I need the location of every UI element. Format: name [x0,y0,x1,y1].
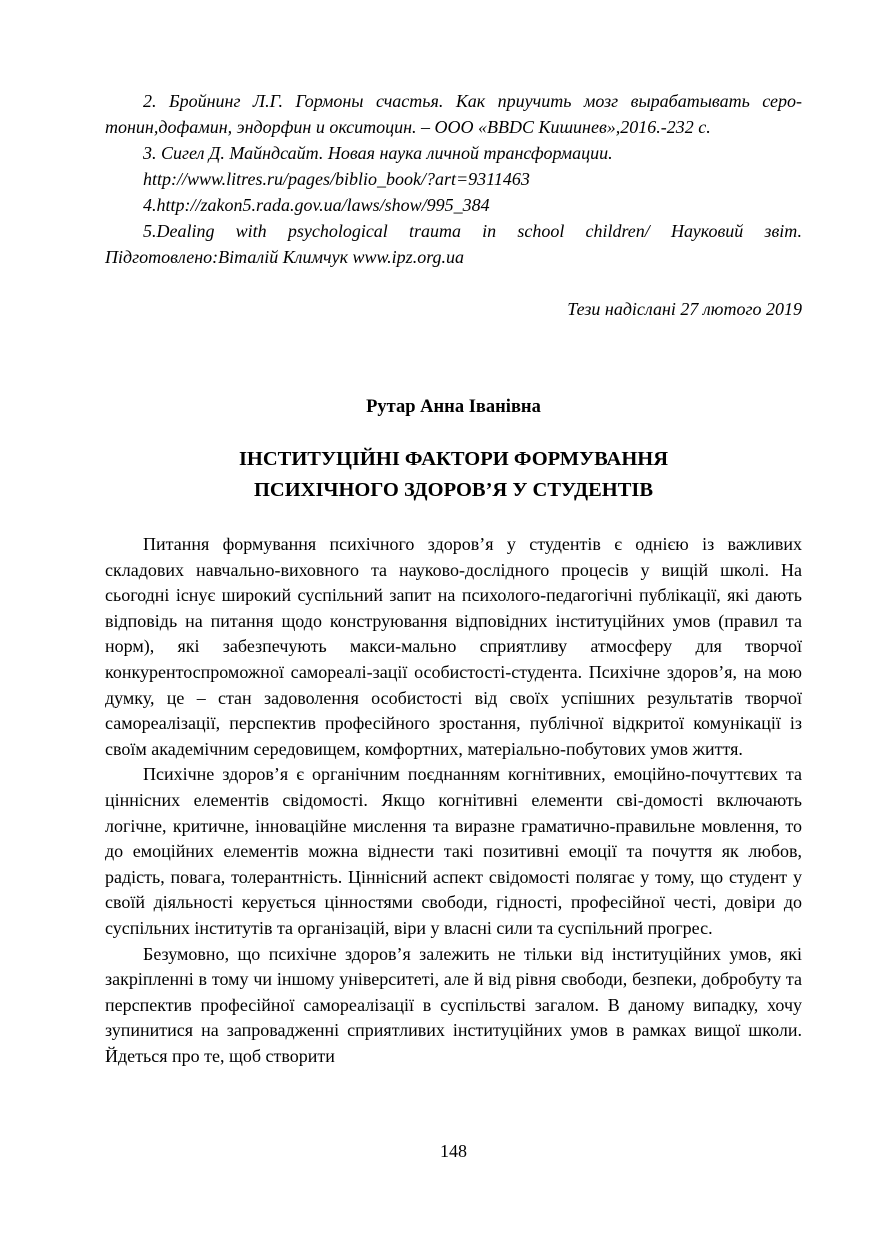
reference-item-4-url: 4.http://zakon5.rada.gov.ua/laws/show/995_384 [143,195,490,215]
article-title-line2: ПСИХІЧНОГО ЗДОРОВ’Я У СТУДЕНТІВ [253,479,654,501]
reference-item-3-url: http://www.litres.ru/pages/biblio_book/?art=9311463 [143,169,530,189]
reference-item-2: 2. Бройнинг Л.Г. Гормоны счастья. Как приучить мозг вырабатывать серо-тонин,дофамин, эндорфин и окситоцин. – ООО «BBDC Кишинев»,2016.-232 с. [105,91,802,137]
body-paragraph-1: Питання формування психічного здоров’я у студентів є однією із важливих складових навчально-виховного та науково-дослідного процесів у вищій школі. На сьогодні існує широкий суспільний запит на психолого-педагогічні публікації, які дають відповідь на питання щодо конструювання відповідних інституційних умов (правил та норм), які забезпечують макси-мально сприятливу атмосферу для творчої конкурентоспроможної самореалі-зації особистості-студента. Психічне здоров’я, на мою думку, це – стан задоволення особистості від своїх успішних результатів творчої самореалізації, перспектив професійного зростання, публічної відкритої комунікації із своїм академічним середовищем, комфортних, матеріально-побутових умов життя. [105,534,802,759]
article-title [105,444,802,506]
article-author: Рутар Анна Іванівна [366,397,541,417]
article-body [105,532,802,1069]
submission-date-note: Тези надіслані 27 лютого 2019 [567,299,802,319]
article-title-line1: ІНСТИТУЦІЙНІ ФАКТОРИ ФОРМУВАННЯ [238,448,669,470]
references-section [105,88,802,270]
reference-item-3: 3. Сигел Д. Майндсайт. Новая наука личной трансформации. [143,143,613,163]
body-paragraph-2: Психічне здоров’я є органічним поєднанням когнітивних, емоційно-почуттєвих та ціннісних елементів свідомості. Якщо когнітивні елементи сві-домості включають логічне, критичне, інноваційне мислення та виразне граматично-правильне мовлення, то до емоційних елементів можна віднести такі позитивні емоції та почуття як любов, радість, повага, толерантність. Ціннісний аспект свідомості полягає у тому, що студент у своїй діяльності керується цінностями свободи, гідності, професійної честі, довіри до суспільних інститутів та організацій, віри у власні сили та суспільний прогрес. [105,764,802,938]
reference-item-5: 5.Dealing with psychological trauma in school children/ Науковий звіт. Підготовлено:Віталій Климчук www.ipz.org.ua [105,221,802,267]
page-number: 148 [440,1141,467,1161]
body-paragraph-3: Безумовно, що психічне здоров’я залежить не тільки від інституційних умов, які закріпленні в тому чи іншому університеті, але й від рівня свободи, безпеки, добробуту та перспектив професійної самореалізації в суспільстві загалом. В даному випадку, хочу зупинитися на запровадженні сприятливих інституційних умов в рамках вищої школи. Йдеться про те, щоб створити [105,943,802,1066]
